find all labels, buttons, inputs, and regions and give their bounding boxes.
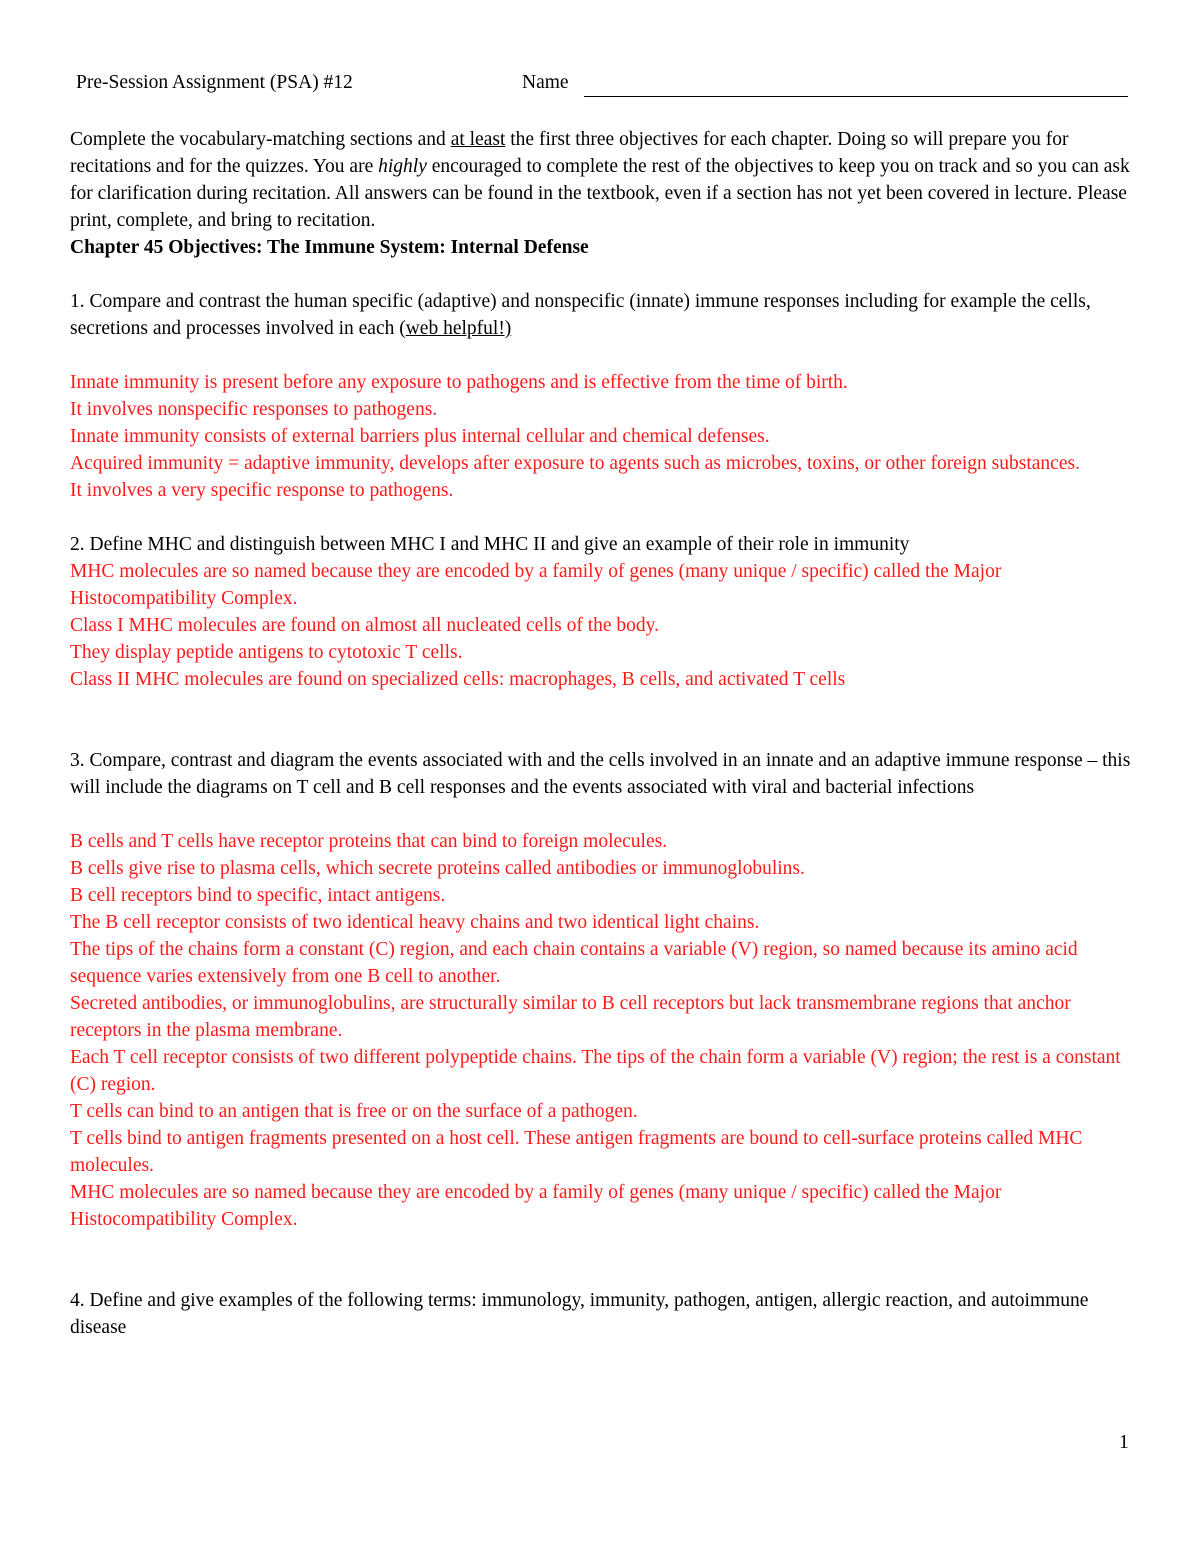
answer-line: MHC molecules are so named because they are encoded by a family of genes (many unique / specific) called the Major Histocompatibility Complex. — [70, 561, 1002, 609]
objective-2-question: 2. Define MHC and distinguish between MHC I and MHC II and give an example of their role in immunity — [70, 534, 910, 555]
objective-1-answer — [70, 369, 1140, 504]
answer-line: Acquired immunity = adaptive immunity, develops after exposure to agents such as microbes, toxins, or other foreign substances. — [70, 453, 1080, 474]
answer-line: The tips of the chains form a constant (C) region, and each chain contains a variable (V) region, so named because its amino acid sequence varies extensively from one B cell to another. — [70, 939, 1078, 987]
answer-line: Innate immunity consists of external barriers plus internal cellular and chemical defenses. — [70, 426, 770, 447]
answer-line: It involves a very specific response to pathogens. — [70, 480, 454, 501]
answer-line: Each T cell receptor consists of two different polypeptide chains. The tips of the chain form a variable (V) region; the rest is a constant (C) region. — [70, 1047, 1121, 1095]
answer-line: B cells give rise to plasma cells, which secrete proteins called antibodies or immunoglobulins. — [70, 858, 805, 879]
web-helpful-link[interactable]: web helpful!) — [405, 318, 512, 339]
intro-emphasis-at-least: at least — [450, 129, 506, 150]
answer-line: The B cell receptor consists of two identical heavy chains and two identical light chains. — [70, 912, 760, 933]
document-body — [70, 126, 1140, 1341]
answer-line: T cells bind to antigen fragments presented on a host cell. These antigen fragments are bound to cell-surface proteins called MHC molecules. — [70, 1128, 1083, 1176]
objective-2-answer — [70, 558, 1140, 693]
objective-3-answer — [70, 828, 1140, 1233]
answer-line: B cells and T cells have receptor proteins that can bind to foreign molecules. — [70, 831, 668, 852]
objective-1-text: 1. Compare and contrast the human specific (adaptive) and nonspecific (innate) immune responses including for example the cells, secretions and processes involved in each ( — [70, 291, 1091, 339]
answer-line: B cell receptors bind to specific, intact antigens. — [70, 885, 446, 906]
intro-emphasis-highly: highly — [378, 156, 427, 177]
intro-paragraph — [70, 126, 1140, 234]
answer-line: Secreted antibodies, or immunoglobulins, are structurally similar to B cell receptors but lack transmembrane regions that anchor receptors in the plasma membrane. — [70, 993, 1071, 1041]
intro-text-3: encouraged to complete the rest of the objectives to keep you on track and so you can ask for clarification during recitation. All answers can be found in the textbook, even if a section has not yet been covered in lecture. Please print, complete, and bring to recitation. — [70, 156, 1130, 231]
objective-3-question: 3. Compare, contrast and diagram the events associated with and the cells involved in an innate and an adaptive immune response – this will include the diagrams on T cell and B cell responses and the events associated with viral and bacterial infections — [70, 750, 1131, 798]
answer-line: MHC molecules are so named because they are encoded by a family of genes (many unique / specific) called the Major Histocompatibility Complex. — [70, 1182, 1002, 1230]
name-blank-line — [584, 96, 1128, 97]
answer-line: They display peptide antigens to cytotoxic T cells. — [70, 642, 463, 663]
answer-line: Class II MHC molecules are found on specialized cells: macrophages, B cells, and activated T cells — [70, 669, 846, 690]
chapter-title: Chapter 45 Objectives: The Immune System: Internal Defense — [70, 237, 589, 258]
intro-text-2: the first three objectives for each chapter. Doing so will prepare you for recitations and for the quizzes. You are — [70, 129, 1069, 177]
answer-line: Innate immunity is present before any exposure to pathogens and is effective from the time of birth. — [70, 372, 848, 393]
name-label: Name — [522, 72, 569, 93]
answer-line: Class I MHC molecules are found on almost all nucleated cells of the body. — [70, 615, 660, 636]
intro-text-1: Complete the vocabulary-matching sections and — [70, 129, 451, 150]
objective-1-question — [70, 288, 1140, 342]
page-number: 1 — [1119, 1432, 1129, 1453]
answer-line: T cells can bind to an antigen that is free or on the surface of a pathogen. — [70, 1101, 638, 1122]
answer-line: It involves nonspecific responses to pathogens. — [70, 399, 438, 420]
objective-4-question: 4. Define and give examples of the following terms: immunology, immunity, pathogen, antigen, allergic reaction, and autoimmune disease — [70, 1290, 1089, 1338]
page-header — [76, 72, 1130, 102]
assignment-title: Pre-Session Assignment (PSA) #12 — [76, 72, 353, 93]
